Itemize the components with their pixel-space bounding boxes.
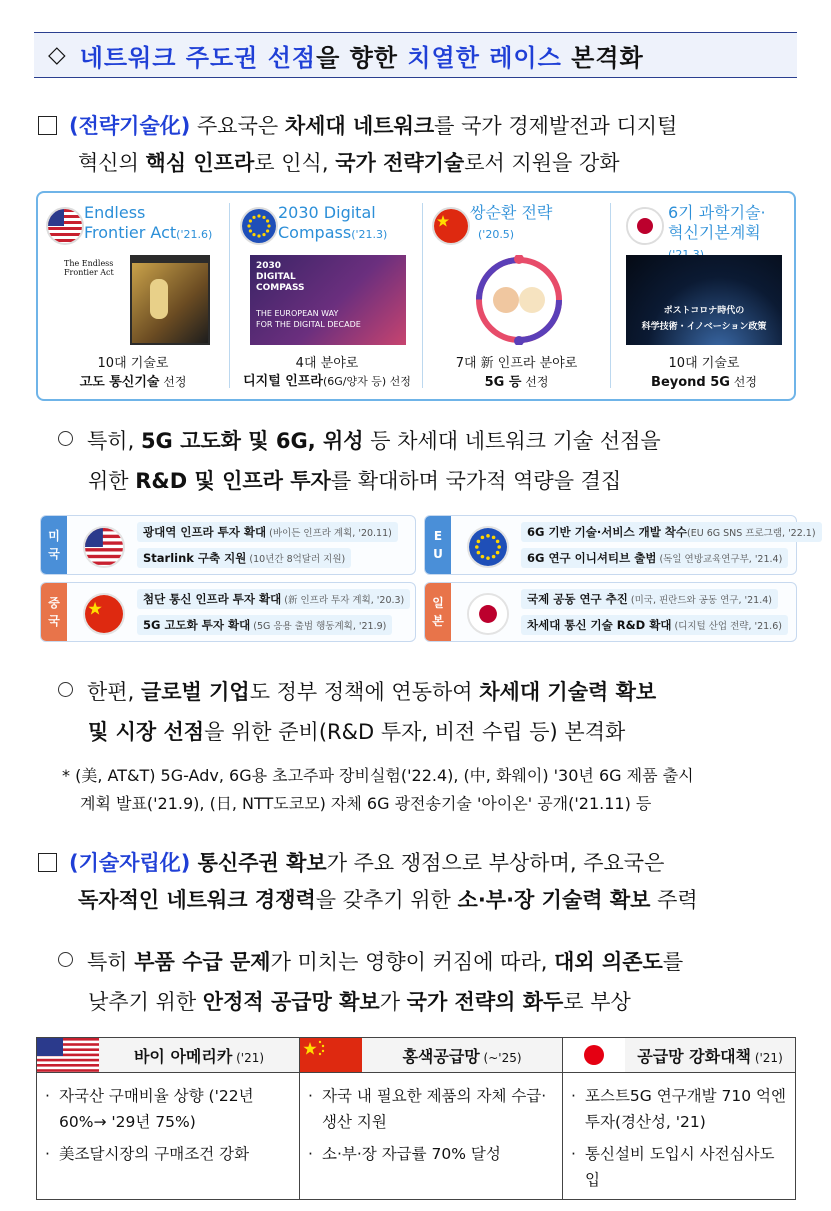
digital-compass-image: 2030 DIGITAL COMPASS THE EUROPEAN WAY FOR THE DIGITAL DECADE: [250, 255, 406, 345]
bullet-investment: 특히, 5G 고도화 및 6G, 위성 등 차세대 네트워크 기술 선점을 위한 R&D 및 인프라 투자를 확대하며 국가적 역량을 결집: [58, 421, 808, 501]
card-caption: 4대 분야로 디지털 인프라(6G/양자 등) 선정: [243, 356, 411, 389]
table-cell-us: · 자국산 구매비율 상향 ('22년 60%→ '29년 75%) · 美조달시장의 구매조건 강화: [37, 1073, 300, 1200]
panel-japan: [424, 582, 797, 642]
checkbox-icon: [38, 853, 57, 872]
panel-row: 6G 연구 이니셔티브 출범 (독일 연방교육연구부, '21.4): [521, 548, 788, 568]
card-cn-dual-circulation: [424, 197, 609, 397]
card-jp-science-plan: [612, 197, 796, 397]
science-policy-image: ポストコロナ時代の 科学技術・イノベーション政策: [626, 255, 782, 345]
table-header-us: 바이 아메리카 ('21): [37, 1038, 300, 1073]
japan-flag-icon: [563, 1038, 625, 1072]
card-heading: 쌍순환 전략 ('20.5): [470, 203, 553, 241]
panel-row: 광대역 인프라 투자 확대 (바이든 인프라 계획, '20.11): [137, 522, 398, 542]
panel-row: 차세대 통신 기술 R&D 확대 (디지털 산업 전략, '21.6): [521, 615, 788, 635]
circle-bullet-icon: [58, 952, 73, 967]
japan-flag-icon: [626, 207, 664, 245]
supply-chain-table: [36, 1037, 796, 1200]
divider: [229, 203, 230, 388]
eu-flag-icon: [240, 207, 278, 245]
policy-cards: [36, 191, 796, 401]
china-flag-icon: [83, 593, 125, 635]
country-tag: E U: [425, 516, 451, 574]
card-eu-digital-compass: [232, 197, 422, 397]
card-caption: 10대 기술로 고도 통신기술 선정: [79, 356, 187, 390]
section-tech-independence: (기술자립化) 통신주권 확보가 주요 쟁점으로 부상하며, 주요국은 독자적인 네트워크 경쟁력을 갖추기 위한 소·부·장 기술력 확보 주력: [38, 845, 808, 919]
panel-china: [40, 582, 416, 642]
table-header-china: 홍색공급망 (~'25): [300, 1038, 563, 1073]
china-flag-icon: [300, 1038, 362, 1072]
divider: [422, 203, 423, 388]
diamond-icon: ◇: [48, 42, 66, 68]
eu-flag-icon: [467, 526, 509, 568]
panel-row: Starlink 구축 지원 (10년간 8억달러 지원): [137, 548, 351, 568]
bullet-global-firms: 한편, 글로벌 기업도 정부 정책에 연동하여 차세대 기술력 확보 및 시장 선점을 위한 준비(R&D 투자, 비전 수립 등) 본격화: [58, 672, 808, 752]
table-header-japan: 공급망 강화대책 ('21): [563, 1038, 796, 1073]
card-heading: Endless Frontier Act('21.6): [84, 203, 213, 242]
panel-row: 5G 고도화 투자 확대 (5G 응용 출범 행동계획, '21.9): [137, 615, 392, 635]
panel-row: 첨단 통신 인프라 투자 확대 (新 인프라 투자 계획, '20.3): [137, 589, 410, 609]
country-tag: 일 본: [425, 583, 451, 641]
us-flag-icon: [83, 526, 125, 568]
country-tag: 미 국: [41, 516, 67, 574]
table-cell-japan: · 포스트5G 연구개발 710 억엔 투자(경산성, '21) · 통신설비 도입시 사전심사도입: [563, 1073, 796, 1200]
table-cell-china: · 자국 내 필요한 제품의 자체 수급·생산 지원 · 소·부·장 자급률 70% 달성: [300, 1073, 563, 1200]
card-heading: 6기 과학기술· 혁신기본계획: [668, 203, 766, 242]
section-title-bar: [34, 32, 797, 78]
card-caption: 7대 新 인프라 분야로 5G 등 선정: [455, 356, 578, 390]
circle-bullet-icon: [58, 431, 73, 446]
china-flag-icon: [432, 207, 470, 245]
card-heading: 2030 Digital Compass('21.3): [278, 203, 388, 242]
card-caption: 10대 기술로 Beyond 5G 선정: [651, 356, 757, 390]
divider: [610, 203, 611, 388]
country-tag: 중 국: [41, 583, 67, 641]
page-title: 네트워크 주도권 선점을 향한 치열한 레이스 본격화: [79, 43, 644, 72]
card-us-endless-frontier: [38, 197, 228, 397]
panel-row: 6G 기반 기술·서비스 개발 착수(EU 6G SNS 프로그램, '22.1): [521, 522, 822, 542]
japan-flag-icon: [467, 593, 509, 635]
panel-row: 국제 공동 연구 추진 (미국, 핀란드와 공동 연구, '21.4): [521, 589, 778, 609]
circle-bullet-icon: [58, 682, 73, 697]
panel-us: [40, 515, 416, 575]
dual-circulation-diagram: [454, 255, 584, 345]
bullet-supply-chain: 특히 부품 수급 문제가 미치는 영향이 커짐에 따라, 대외 의존도를 낮추기 위한 안정적 공급망 확보가 국가 전략의 화두로 부상: [58, 942, 808, 1022]
endless-frontier-image: The Endless Frontier Act: [60, 255, 210, 345]
us-flag-icon: [46, 207, 84, 245]
footnote: * (美, AT&T) 5G-Adv, 6G용 초고주파 장비실험('22.4), (中, 화웨이) '30년 6G 제품 출시 계획 발표('21.9), (日, NTT도코모) 자체 6G 광전송기술 '아이온' 공개('21.11) 등: [62, 766, 694, 813]
checkbox-icon: [38, 116, 57, 135]
panel-eu: [424, 515, 816, 575]
us-flag-icon: [37, 1038, 99, 1072]
section-strategic-tech: (전략기술化) 주요국은 차세대 네트워크를 국가 경제발전과 디지털 혁신의 핵심 인프라로 인식, 국가 전략기술로서 지원을 강화: [38, 108, 808, 182]
